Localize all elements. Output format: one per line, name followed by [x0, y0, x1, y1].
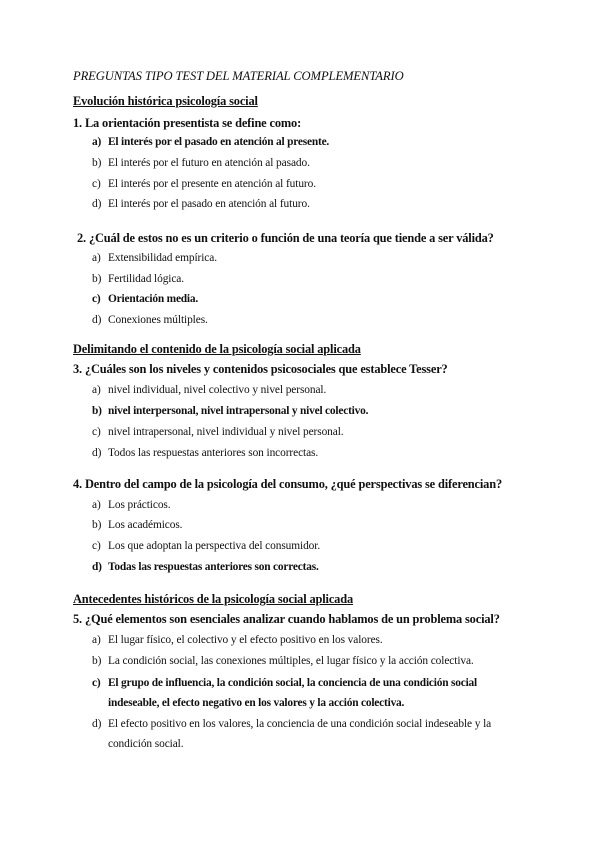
section-heading: Delimitando el contenido de la psicología social aplicada — [73, 342, 361, 356]
document-title: PREGUNTAS TIPO TEST DEL MATERIAL COMPLEMENTARIO — [73, 69, 404, 83]
option-2c: c) Orientación media. — [92, 293, 199, 305]
option-4c: c) Los que adoptan la perspectiva del consumidor. — [92, 540, 321, 552]
option-4d: d) Todas las respuestas anteriores son correctas. — [92, 561, 319, 573]
question-5: 5. ¿Qué elementos son esenciales analizar cuando hablamos de un problema social? — [73, 612, 500, 626]
section-heading: Antecedentes históricos de la psicología social aplicada — [73, 592, 354, 606]
question-1: 1. La orientación presentista se define como: — [73, 116, 302, 130]
option-1a: a) El interés por el pasado en atención al presente. — [92, 136, 330, 148]
option-4b: b) Los académicos. — [92, 519, 183, 531]
section-heading: Evolución histórica psicología social — [73, 94, 258, 108]
question-4: 4. Dentro del campo de la psicología del consumo, ¿qué perspectivas se diferencian? — [73, 477, 503, 491]
option-2a: a) Extensibilidad empírica. — [92, 252, 217, 264]
option-3a: a) nivel individual, nivel colectivo y nivel personal. — [92, 384, 327, 396]
option-5b: b) La condición social, las conexiones múltiples, el lugar físico y la acción colectiva. — [92, 655, 474, 667]
option-2d: d) Conexiones múltiples. — [92, 314, 208, 326]
question-2: 2. ¿Cuál de estos no es un criterio o función de una teoría que tiende a ser válida? — [77, 231, 494, 245]
option-5c: c) El grupo de influencia, la condición social, la conciencia de una condición social indeseable, el efecto negativo en los valores y la acción colectiva. — [92, 677, 478, 709]
option-2b: b) Fertilidad lógica. — [92, 273, 185, 285]
option-3c: c) nivel intrapersonal, nivel individual y nivel personal. — [92, 426, 344, 438]
option-1d: d) El interés por el pasado en atención al futuro. — [92, 198, 310, 210]
option-1c: c) El interés por el presente en atención al futuro. — [92, 178, 316, 190]
option-4a: a) Los prácticos. — [92, 499, 171, 511]
option-3b: b) nivel interpersonal, nivel intrapersonal y nivel colectivo. — [92, 405, 369, 417]
option-5d: d) El efecto positivo en los valores, la conciencia de una condición social indeseable y la condición social. — [92, 718, 492, 750]
option-3d: d) Todos las respuestas anteriores son incorrectas. — [92, 447, 319, 459]
option-5a: a) El lugar físico, el colectivo y el efecto positivo en los valores. — [92, 634, 383, 646]
question-3: 3. ¿Cuáles son los niveles y contenidos psicosociales que establece Tesser? — [73, 362, 448, 376]
option-1b: b) El interés por el futuro en atención al pasado. — [92, 157, 310, 169]
